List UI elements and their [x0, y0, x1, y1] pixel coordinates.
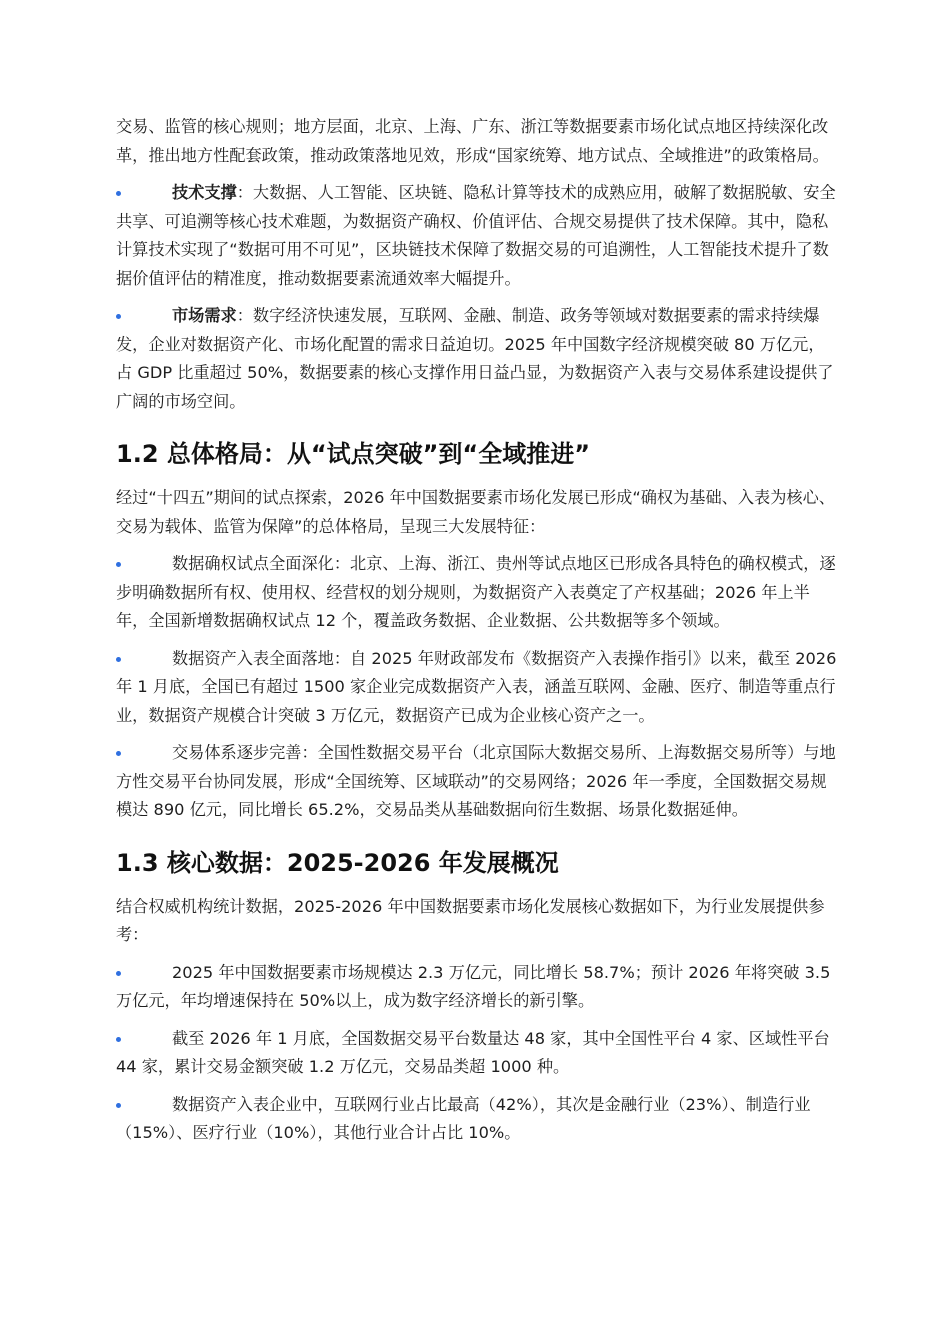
bullet-icon	[116, 657, 121, 662]
list-item	[116, 1025, 838, 1082]
bullet-icon	[116, 562, 121, 567]
intro-paragraph: 交易、监管的核心规则；地方层面，北京、上海、广东、浙江等数据要素市场化试点地区持续深化改革，推出地方性配套政策，推动政策落地见效，形成“国家统筹、地方试点、全域推进”的政策格局。	[116, 117, 829, 165]
bullet-text: 交易体系逐步完善：全国性数据交易平台（北京国际大数据交易所、上海数据交易所等）与地方性交易平台协同发展，形成“全国统筹、区域联动”的交易网络；2026 年一季度，全国数据交易规模达 890 亿元，同比增长 65.2%，交易品类从基础数据向衍生数据、场景化数据延伸。	[116, 743, 836, 819]
list-item	[116, 1091, 838, 1148]
list-item	[116, 959, 838, 1016]
bullet-lead: 技术支撑	[172, 183, 237, 202]
driver-bullet	[116, 302, 838, 416]
driver-bullet	[116, 179, 838, 293]
section-intro: 结合权威机构统计数据，2025-2026 年中国数据要素市场化发展核心数据如下，为行业发展提供参考：	[116, 896, 825, 944]
bullet-icon	[116, 971, 121, 976]
bullet-text: 数据资产入表全面落地：自 2025 年财政部发布《数据资产入表操作指引》以来，截至 2026 年 1 月底，全国已有超过 1500 家企业完成数据资产入表，涵盖互联网、金融、医疗、制造等重点行业，数据资产规模合计突破 3 万亿元，数据资产已成为企业核心资产之一。	[116, 648, 837, 725]
bullet-text: 截至 2026 年 1 月底，全国数据交易平台数量达 48 家，其中全国性平台 4 家、区域性平台 44 家，累计交易金额突破 1.2 万亿元，交易品类超 1000 种。	[116, 1028, 830, 1076]
bullet-text: 数据确权试点全面深化：北京、上海、浙江、贵州等试点地区已形成各具特色的确权模式，逐步明确数据所有权、使用权、经营权的划分规则，为数据资产入表奠定了产权基础；2026 年上半年，全国新增数据确权试点 12 个，覆盖政务数据、企业数据、公共数据等多个领域。	[116, 554, 836, 630]
list-item	[116, 645, 838, 731]
section-intro: 经过“十四五”期间的试点探索，2026 年中国数据要素市场化发展已形成“确权为基础、入表为核心、交易为载体、监管为保障”的总体格局，呈现三大发展特征：	[116, 488, 835, 536]
list-item	[116, 739, 838, 825]
section-heading-1-2: 1.2 总体格局：从“试点突破”到“全域推进”	[116, 440, 590, 468]
bullet-icon	[116, 1103, 121, 1108]
bullet-icon	[116, 191, 121, 196]
bullet-lead: 市场需求	[172, 306, 237, 325]
bullet-text: ：数字经济快速发展，互联网、金融、制造、政务等领域对数据要素的需求持续爆发，企业对数据资产化、市场化配置的需求日益迫切。2025 年中国数字经济规模突破 80 万亿元，占 GDP 比重超过 50%，数据要素的核心支撑作用日益凸显，为数据资产入表与交易体系建设提供了广阔的市场空间。	[116, 306, 834, 411]
bullet-text: 2025 年中国数据要素市场规模达 2.3 万亿元，同比增长 58.7%；预计 2026 年将突破 3.5 万亿元，年均增速保持在 50%以上，成为数字经济增长的新引擎。	[116, 962, 831, 1010]
bullet-icon	[116, 314, 121, 319]
page-content	[116, 113, 838, 1148]
list-item	[116, 550, 838, 636]
bullet-text: 数据资产入表企业中，互联网行业占比最高（42%），其次是金融行业（23%）、制造行业（15%）、医疗行业（10%），其他行业合计占比 10%。	[116, 1094, 811, 1142]
bullet-icon	[116, 1037, 121, 1042]
bullet-text: ：大数据、人工智能、区块链、隐私计算等技术的成熟应用，破解了数据脱敏、安全共享、可追溯等核心技术难题，为数据资产确权、价值评估、合规交易提供了技术保障。其中，隐私计算技术实现了“数据可用不可见”，区块链技术保障了数据交易的可追溯性，人工智能技术提升了数据价值评估的精准度，推动数据要素流通效率大幅提升。	[116, 183, 836, 288]
section-heading-1-3: 1.3 核心数据：2025-2026 年发展概况	[116, 848, 559, 877]
bullet-icon	[116, 751, 121, 756]
